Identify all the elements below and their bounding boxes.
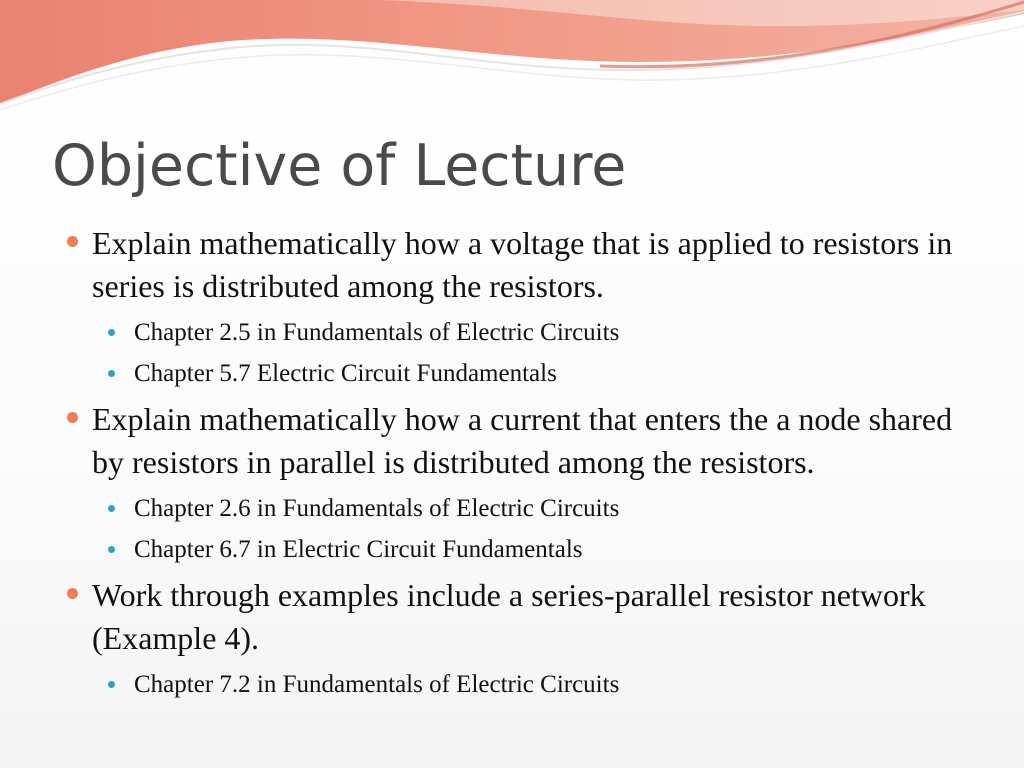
sub-bullet-list xyxy=(64,488,964,570)
bullet-icon xyxy=(67,236,78,247)
bullet-group-3 xyxy=(64,574,964,705)
sub-bullet-text: Chapter 5.7 Electric Circuit Fundamentals xyxy=(134,360,557,387)
sub-bullet-list xyxy=(64,312,964,394)
bullet-text: Explain mathematically how a voltage that is applied to resistors in series is distributed among the resistors. xyxy=(92,225,953,304)
sub-bullet-item xyxy=(64,312,964,353)
bullet-group-1 xyxy=(64,222,964,394)
sub-bullet-item xyxy=(64,529,964,570)
sub-bullet-text: Chapter 7.2 in Fundamentals of Electric Circuits xyxy=(134,671,620,698)
sub-bullet-item xyxy=(64,664,964,705)
bullet-list xyxy=(64,222,964,709)
sub-bullet-icon xyxy=(108,370,115,377)
bullet-item xyxy=(64,574,964,660)
bullet-item xyxy=(64,222,964,308)
sub-bullet-icon xyxy=(108,329,115,336)
sub-bullet-text: Chapter 2.6 in Fundamentals of Electric Circuits xyxy=(134,495,620,522)
sub-bullet-item xyxy=(64,488,964,529)
sub-bullet-icon xyxy=(108,546,115,553)
slide-title: Objective of Lecture xyxy=(52,133,627,199)
sub-bullet-item xyxy=(64,353,964,394)
bullet-item xyxy=(64,398,964,484)
bullet-group-2 xyxy=(64,398,964,570)
bullet-text: Work through examples include a series-parallel resistor network (Example 4). xyxy=(92,577,926,656)
sub-bullet-text: Chapter 6.7 in Electric Circuit Fundamentals xyxy=(134,536,583,563)
bullet-icon xyxy=(67,588,78,599)
sub-bullet-text: Chapter 2.5 in Fundamentals of Electric Circuits xyxy=(134,319,620,346)
bullet-icon xyxy=(67,412,78,423)
bullet-text: Explain mathematically how a current that enters the a node shared by resistors in parallel is distributed among the resistors. xyxy=(92,401,953,480)
sub-bullet-icon xyxy=(108,681,115,688)
sub-bullet-icon xyxy=(108,505,115,512)
sub-bullet-list xyxy=(64,664,964,705)
header-wave-decoration xyxy=(0,0,1024,120)
